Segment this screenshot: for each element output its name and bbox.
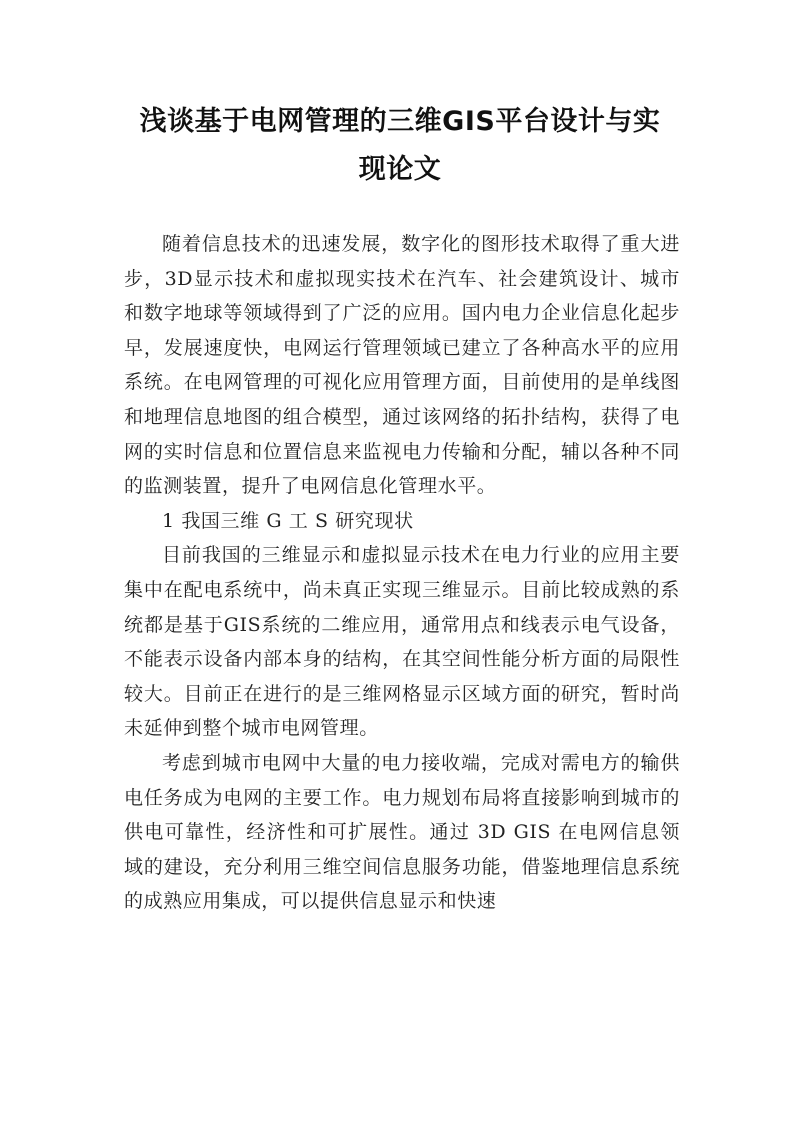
title-line-2: 现论文: [358, 154, 442, 185]
intro-paragraph: 随着信息技术的迅速发展，数字化的图形技术取得了重大进步，3D显示技术和虚拟现实技术在汽车、社会建筑设计、城市和数字地球等领域得到了广泛的应用。国内电力企业信息化起步早，发展速度快，电网运行管理领域已建立了各种高水平的应用系统。在电网管理的可视化应用管理方面，目前使用的是单线图和地理信息地图的组合模型，通过该网络的拓扑结构，获得了电网的实时信息和位置信息来监视电力传输和分配，辅以各种不同的监测装置，提升了电网信息化管理水平。: [124, 233, 680, 498]
document-body: [124, 227, 680, 919]
status-paragraph: 目前我国的三维显示和虚拟显示技术在电力行业的应用主要集中在配电系统中，尚未真正实现三维显示。目前比较成熟的系统都是基于GIS系统的二维应用，通常用点和线表示电气设备，不能表示设备内部本身的结构，在其空间性能分析方面的局限性较大。目前正在进行的是三维网格显示区域方面的研究，暂时尚未延伸到整个城市电网管理。: [124, 544, 680, 740]
title-line-1: 浅谈基于电网管理的三维GIS平台设计与实: [139, 106, 661, 137]
planning-paragraph: 考虑到城市电网中大量的电力接收端，完成对需电方的输供电任务成为电网的主要工作。电力规划布局将直接影响到城市的供电可靠性，经济性和可扩展性。通过 3D GIS 在电网信息领域的建设，充分利用三维空间信息服务功能，借鉴地理信息系统的成熟应用集成，可以提供信息显示和快速: [124, 751, 680, 913]
section-heading: 1 我国三维 G 工 S 研究现状: [162, 509, 414, 532]
document-title: [100, 98, 700, 194]
